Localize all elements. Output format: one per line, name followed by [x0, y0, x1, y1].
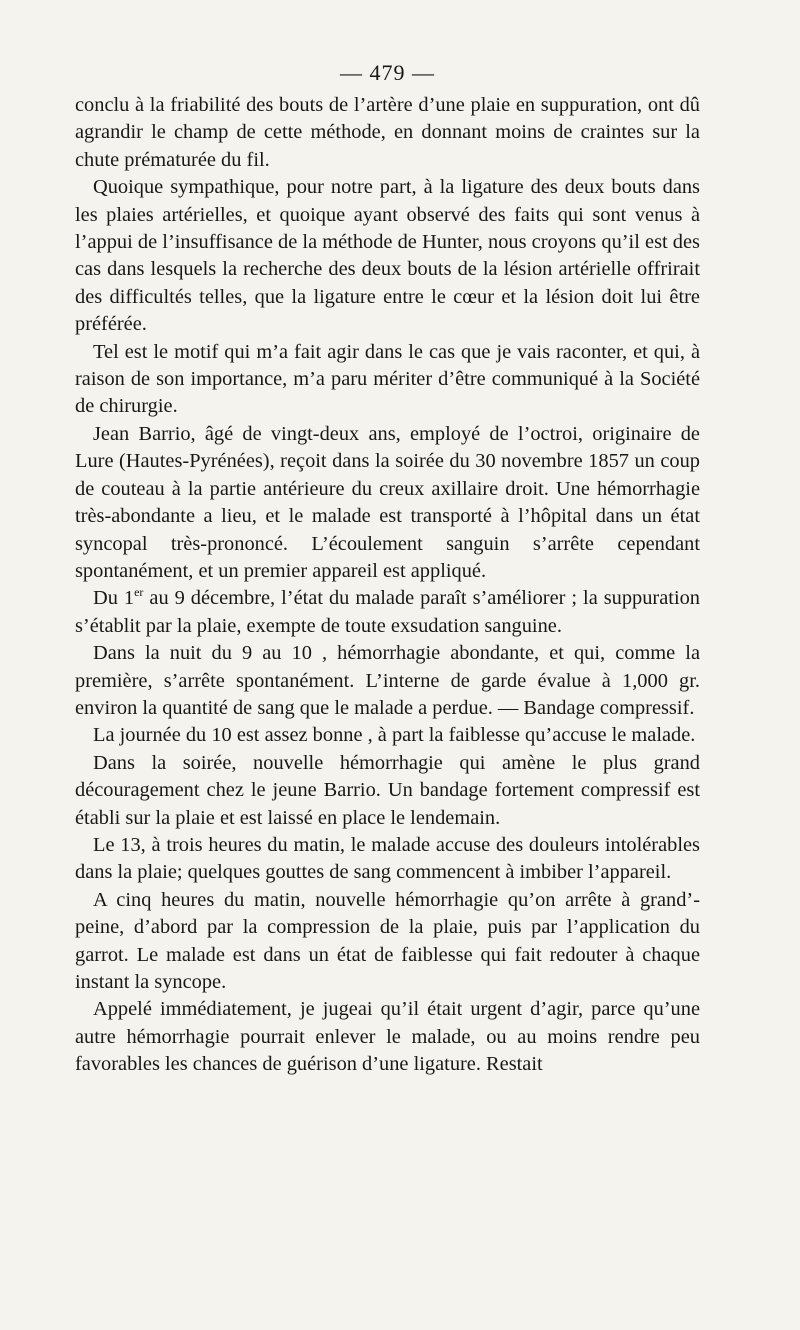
paragraph: Le 13, à trois heures du matin, le malade accuse des douleurs intolérables dans la plaie; quelques gouttes de sang commencent à imbiber l’appareil. [75, 833, 700, 884]
paragraph: La journée du 10 est assez bonne , à part la faiblesse qu’accuse le malade. [93, 724, 696, 747]
ordinal-superscript: er [134, 585, 144, 600]
paragraph: Dans la soirée, nouvelle hémorrhagie qui amène le plus grand découragement chez le jeune Barrio. Un bandage fortement compressif est établi sur la plaie et est laissé en place le lendemain. [75, 751, 700, 829]
paragraph: Jean Barrio, âgé de vingt-deux ans, employé de l’octroi, originaire de Lure (Hautes-Pyrénées), reçoit dans la soirée du 30 novembre 1857 un coup de couteau à la partie antérieure du creux axillaire droit. Une hémorrhagie très-abondante a lieu, et le malade est transporté à l’hôpital dans un état syncopal très-prononcé. L’écoulement sanguin s’arrête cependant spontanément, et un premier appareil est appliqué. [75, 422, 700, 582]
paragraph: Dans la nuit du 9 au 10 , hémorrhagie abondante, et qui, comme la première, s’arrête spontanément. L’interne de garde évalue à 1,000 gr. environ la quantité de sang que le malade a perdue. — Bandage compressif. [75, 642, 700, 719]
paragraph-prefix: Du 1 [93, 587, 135, 610]
paragraph: Appelé immédiatement, je jugeai qu’il était urgent d’agir, parce qu’une autre hémorrhagie pourrait enlever le malade, ou au moins rendre peu favorables les chances de guérison d’une ligature. Restait [75, 998, 700, 1076]
body-text [75, 92, 700, 1079]
paragraph [75, 585, 700, 640]
paragraph: A cinq heures du matin, nouvelle hémorrhagie qu’on arrête à grand’-peine, d’abord par la compression de la plaie, puis par l’application du garrot. Le malade est dans un état de faiblesse qui fait redouter à chaque instant la syncope. [75, 888, 700, 993]
paragraph: conclu à la friabilité des bouts de l’artère d’une plaie en suppuration, ont dû agrandir le champ de cette méthode, en donnant moins de craintes sur la chute prématurée du fil. [75, 94, 700, 171]
paragraph: Tel est le motif qui m’a fait agir dans le cas que je vais raconter, et qui, à raison de son importance, m’a paru mériter d’être communiqué à la Société de chirurgie. [75, 340, 700, 418]
page-number: — 479 — [340, 60, 435, 85]
paragraph: Quoique sympathique, pour notre part, à la ligature des deux bouts dans les plaies artérielles, et quoique ayant observé des faits qui sont venus à l’appui de l’insuffisance de la méthode de Hunter, nous croyons qu’il est des cas dans lesquels la recherche des deux bouts de la lésion artérielle offrirait des difficultés telles, que la ligature entre le cœur et la lésion doit lui être préférée. [75, 176, 700, 336]
paragraph-rest: au 9 décembre, l’état du malade paraît s’améliorer ; la suppuration s’établit par la plaie, exempte de toute exsudation sanguine. [75, 587, 700, 637]
